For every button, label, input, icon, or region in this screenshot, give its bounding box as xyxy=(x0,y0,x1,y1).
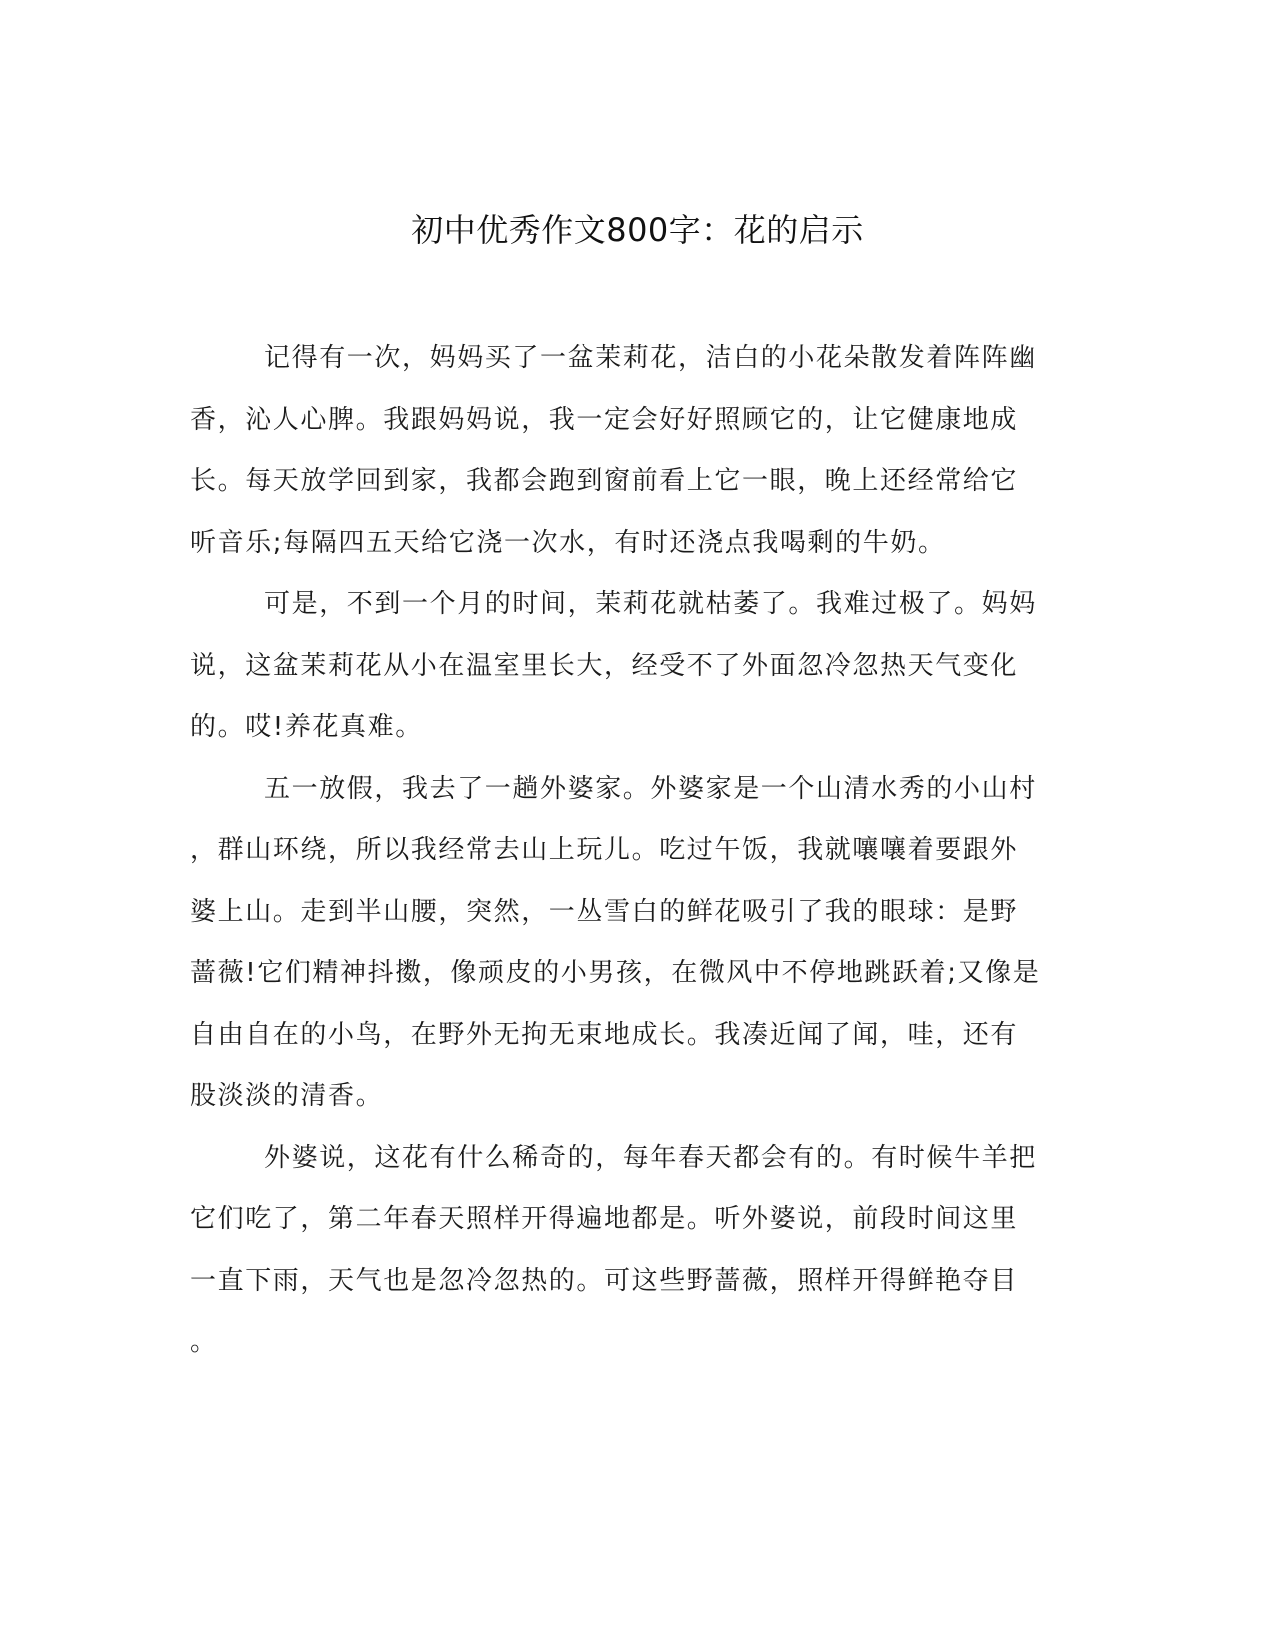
paragraph-3 xyxy=(190,759,1080,1128)
paragraph-line: 的。哎!养花真难。 xyxy=(190,712,423,742)
document-title: 初中优秀作文800字：花的启示 xyxy=(411,211,864,249)
paragraph-line: 记得有一次，妈妈买了一盆茉莉花，洁白的小花朵散发着阵阵幽 xyxy=(264,343,1037,373)
paragraph-line: 香，沁人心脾。我跟妈妈说，我一定会好好照顾它的，让它健康地成 xyxy=(190,404,1019,435)
paragraph-line: 可是，不到一个月的时间，茉莉花就枯萎了。我难过极了。妈妈 xyxy=(264,589,1037,619)
paragraph-line: 蔷薇!它们精神抖擞，像顽皮的小男孩，在微风中不停地跳跃着;又像是 xyxy=(190,958,1041,988)
paragraph-1 xyxy=(190,328,1080,574)
paragraph-line: 自由自在的小鸟，在野外无拘无束地成长。我凑近闻了闻，哇，还有 xyxy=(190,1019,1019,1050)
paragraph-2 xyxy=(190,574,1080,759)
document-body xyxy=(190,328,1080,1374)
paragraph-line: 股淡淡的清香。 xyxy=(190,1081,384,1111)
paragraph-line: 它们吃了，第二年春天照样开得遍地都是。听外婆说，前段时间这里 xyxy=(190,1204,1019,1234)
paragraph-line: 长。每天放学回到家，我都会跑到窗前看上它一眼，晚上还经常给它 xyxy=(190,466,1019,496)
paragraph-4 xyxy=(190,1128,1080,1374)
paragraph-line: 婆上山。走到半山腰，突然，一丛雪白的鲜花吸引了我的眼球：是野 xyxy=(190,896,1019,927)
paragraph-line: 一直下雨，天气也是忽冷忽热的。可这些野蔷薇，照样开得鲜艳夺目 xyxy=(190,1265,1019,1296)
paragraph-line: 外婆说，这花有什么稀奇的，每年春天都会有的。有时候牛羊把 xyxy=(264,1142,1037,1173)
paragraph-line: 五一放假，我去了一趟外婆家。外婆家是一个山清水秀的小山村 xyxy=(264,773,1037,804)
paragraph-line: 听音乐;每隔四五天给它浇一次水，有时还浇点我喝剩的牛奶。 xyxy=(190,527,946,558)
paragraph-line: ，群山环绕，所以我经常去山上玩儿。吃过午饭，我就嚷嚷着要跟外 xyxy=(190,835,1019,865)
paragraph-line: 说，这盆茉莉花从小在温室里长大，经受不了外面忽冷忽热天气变化 xyxy=(190,650,1019,681)
paragraph-line: 。 xyxy=(190,1327,218,1357)
